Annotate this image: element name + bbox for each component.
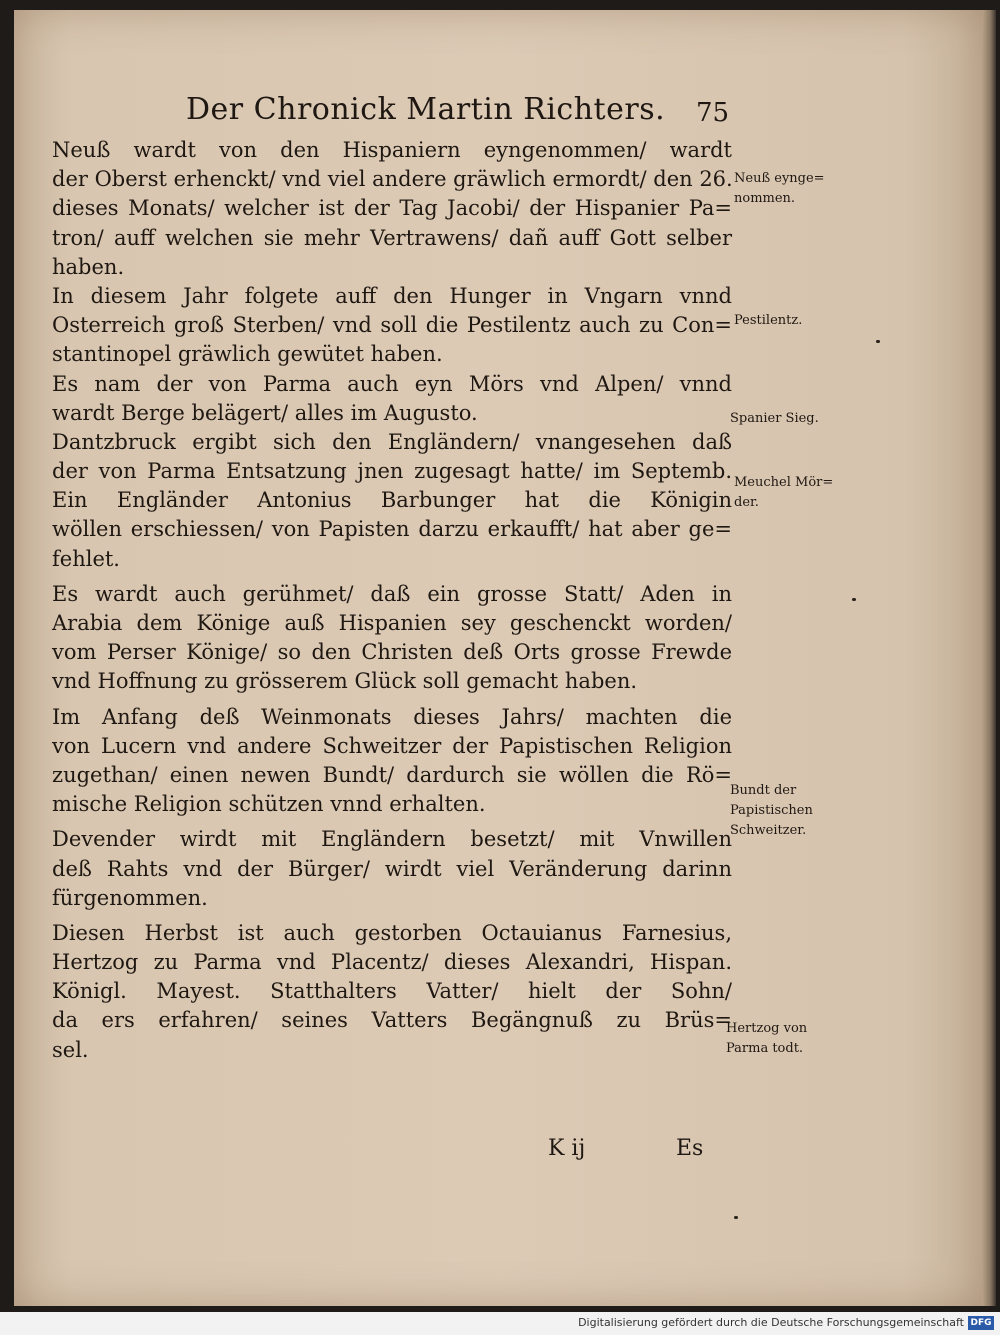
text-line: sel. [52, 1037, 89, 1062]
text-line: fürgenommen. [52, 885, 208, 910]
body-text [52, 136, 732, 1065]
ink-speck [876, 340, 880, 343]
text-line: da ers erfahren/ seines Vatters Begängnuß zu Brüs= [52, 1008, 732, 1033]
text-line: dieses Monats/ welcher ist der Tag Jacobi/ der Hispanier Pa= [52, 196, 732, 221]
margin-note: Parma todt. [726, 1041, 804, 1056]
text-line: zugethan/ einen newen Bundt/ dardurch sie wöllen die Rö= [52, 762, 732, 787]
text-line: Königl. Mayest. Statthalters Vatter/ hielt der Sohn/ [52, 979, 732, 1004]
page-number: 75 [696, 98, 730, 128]
page-edge [982, 10, 996, 1306]
text-line: Diesen Herbst ist auch gestorben Octauianus Farnesius, [52, 920, 732, 945]
text-line: wardt Berge belägert/ alles im Augusto. [52, 400, 478, 425]
text-line: Devender wirdt mit Engländern besetzt/ mit Vnwillen [52, 827, 732, 852]
margin-note: der. [734, 495, 759, 510]
margin-note: Papistischen [730, 803, 813, 818]
footer-bar [0, 1312, 1000, 1335]
ink-speck [734, 1216, 738, 1219]
margin-note: Hertzog von [726, 1021, 808, 1036]
dfg-logo: DFG [968, 1316, 994, 1330]
text-line: der von Parma Entsatzung jnen zugesagt hatte/ im Septemb. [52, 459, 732, 484]
text-line: tron/ auff welchen sie mehr Vertrawens/ dañ auff Gott selber [52, 225, 732, 250]
text-line: fehlet. [52, 546, 120, 571]
margin-note: Bundt der [730, 783, 797, 798]
margin-note: nommen. [734, 191, 796, 206]
text-line: mische Religion schützen vnnd erhalten. [52, 792, 486, 817]
text-line: Es nam der von Parma auch eyn Mörs vnd Alpen/ vnnd [52, 371, 732, 396]
text-line: Neuß wardt von den Hispaniern eyngenommen/ wardt [52, 138, 732, 162]
margin-note: Neuß eynge= [734, 171, 825, 186]
text-line: Hertzog zu Parma vnd Placentz/ dieses Alexandri, Hispan. [52, 950, 732, 975]
text-line: In diesem Jahr folgete auff den Hunger in Vngarn vnnd [52, 283, 732, 308]
footer-credit: Digitalisierung gefördert durch die Deutsche Forschungsgemeinschaft [578, 1316, 964, 1329]
text-line: Ein Engländer Antonius Barbunger hat die Königin [52, 488, 732, 513]
text-line: haben. [52, 254, 125, 279]
text-line: vnd Hoffnung zu grösserem Glück soll gemacht haben. [52, 669, 638, 694]
text-line: Es wardt auch gerühmet/ daß ein grosse Statt/ Aden in [52, 581, 732, 606]
text-line: Dantzbruck ergibt sich den Engländern/ vnangesehen daß [52, 429, 732, 454]
margin-note: Pestilentz. [734, 313, 803, 328]
signature-mark: K ij [548, 1136, 586, 1161]
text-line: vom Perser Könige/ so den Christen deß Orts grosse Frewde [52, 640, 732, 665]
text-line: wöllen erschiessen/ von Papisten darzu erkaufft/ hat aber ge= [52, 517, 732, 542]
margin-note: Schweitzer. [730, 823, 807, 838]
margin-note: Spanier Sieg. [730, 411, 819, 426]
text-line: deß Rahts vnd der Bürger/ wirdt viel Veränderung darinn [52, 856, 732, 881]
text-line: stantinopel gräwlich gewütet haben. [52, 342, 443, 367]
text-line: der Oberst erhenckt/ vnd viel andere gräwlich ermordt/ den 26. [52, 167, 733, 192]
text-line: Osterreich groß Sterben/ vnd soll die Pestilentz auch zu Con= [52, 313, 732, 338]
margin-note: Meuchel Mör= [734, 475, 834, 490]
text-line: Im Anfang deß Weinmonats dieses Jahrs/ machten die [52, 704, 732, 729]
running-head: Der Chronick Martin Richters. [186, 92, 666, 127]
catchword: Es [676, 1136, 704, 1161]
ink-speck [852, 598, 856, 601]
text-line: Arabia dem Könige auß Hispanien sey geschenckt worden/ [52, 611, 732, 635]
text-line: von Lucern vnd andere Schweitzer der Papistischen Religion [52, 733, 732, 758]
